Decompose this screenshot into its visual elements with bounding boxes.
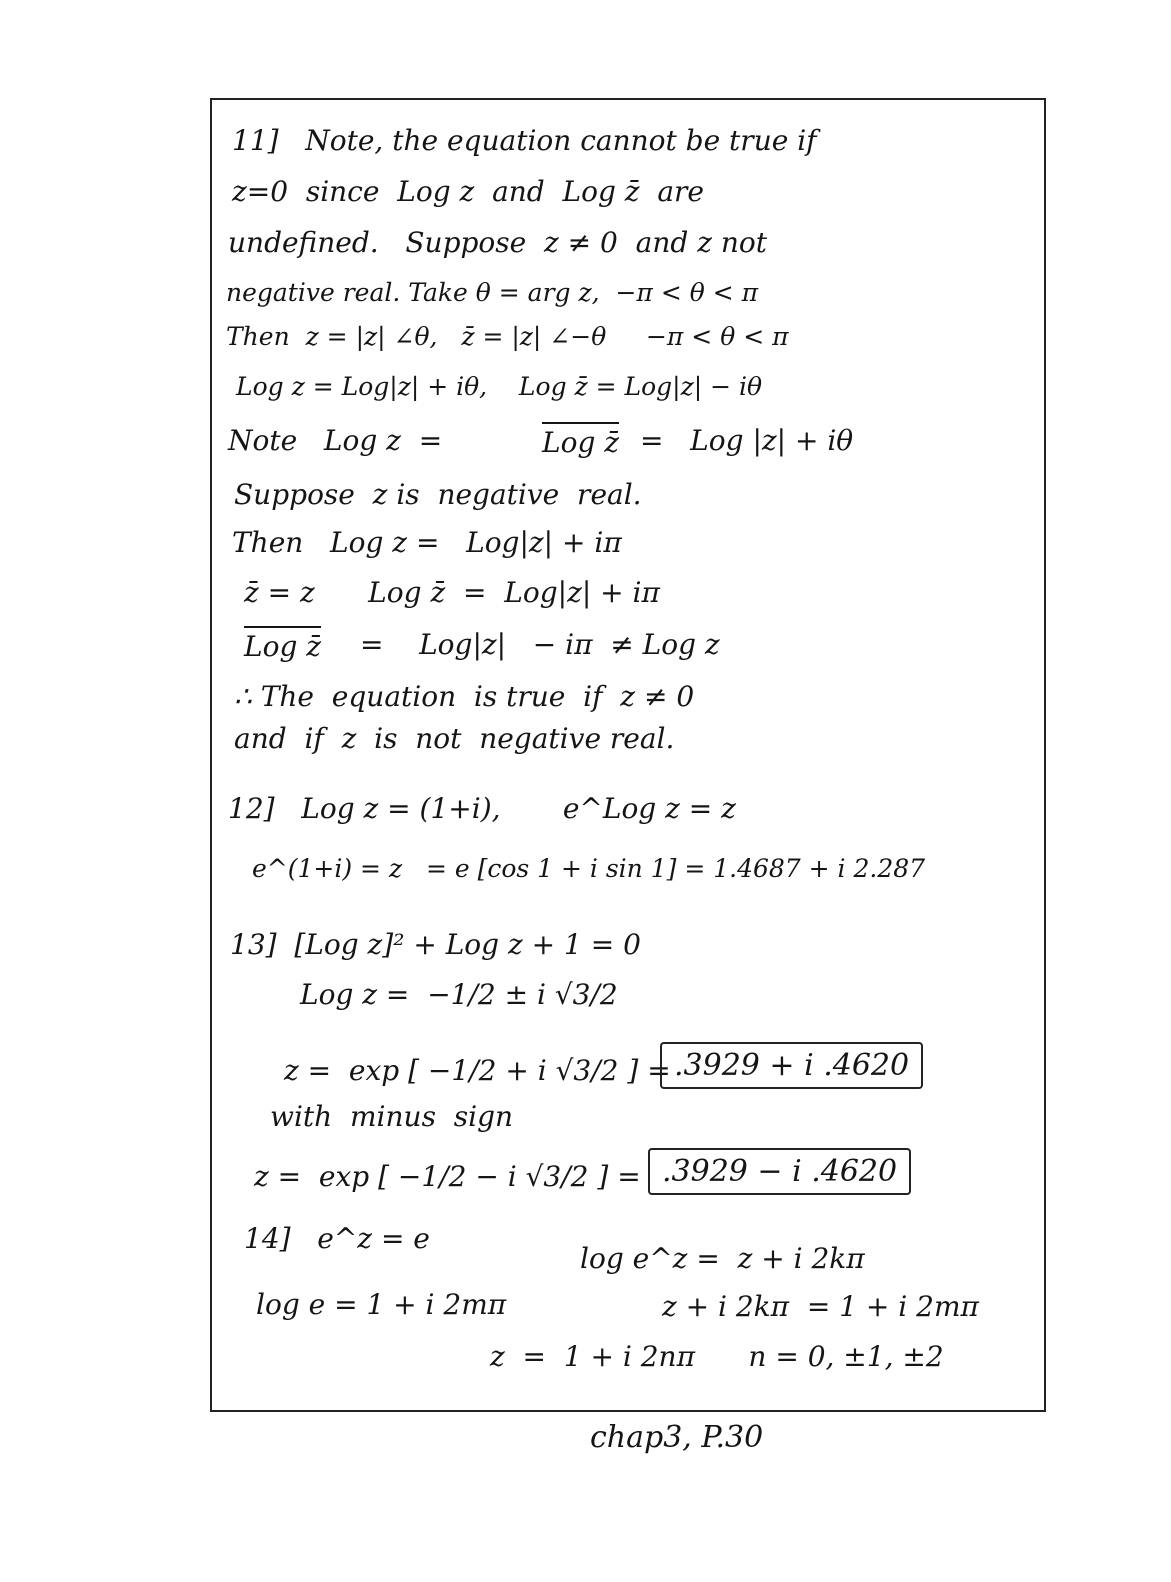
line-z-exp-minus: z = exp [ −1/2 − i √3/2 ] =: [254, 1160, 641, 1193]
line-z-exp-plus: z = exp [ −1/2 + i √3/2 ] =: [284, 1054, 671, 1087]
page-footer: chap3, P.30: [590, 1420, 764, 1455]
line-negative-real: negative real. Take θ = arg z, −π < θ < π: [226, 278, 759, 307]
answer-box-minus: .3929 − i .4620: [648, 1148, 911, 1195]
line-log-e-z: log e^z = z + i 2kπ: [580, 1242, 865, 1275]
line-problem-13: 13] [Log z]² + Log z + 1 = 0: [230, 928, 641, 961]
line-final-solution: z = 1 + i 2nπ n = 0, ±1, ±2: [490, 1340, 944, 1373]
line-conclusion-1: ∴ The equation is true if z ≠ 0: [234, 680, 695, 713]
line-conclusion-2: and if z is not negative real.: [234, 722, 675, 755]
line-problem-14: 14] e^z = e: [244, 1222, 430, 1255]
line-log-z-roots: Log z = −1/2 ± i √3/2: [300, 978, 618, 1011]
line-problem-11-note: 11] Note, the equation cannot be true if: [232, 124, 817, 157]
line-problem-12-result: e^(1+i) = z = e [cos 1 + i sin 1] = 1.4687 + i 2.287: [252, 854, 926, 883]
line-z-zero: z=0 since Log z and Log z̄ are: [232, 175, 704, 208]
line-log-e: log e = 1 + i 2mπ: [256, 1288, 507, 1321]
conjugate-log-z-2: Log z̄: [244, 626, 321, 664]
line-problem-12: 12] Log z = (1+i), e^Log z = z: [228, 792, 736, 825]
line-undefined: undefined. Suppose z ≠ 0 and z not: [228, 226, 767, 259]
line-log-forms: Log z = Log|z| + iθ, Log z̄ = Log|z| − iθ: [236, 372, 763, 401]
answer-box-plus: .3929 + i .4620: [660, 1042, 923, 1089]
line-with-minus-sign: with minus sign: [270, 1100, 514, 1133]
line-note-log-result: = Log |z| + iθ: [640, 424, 854, 457]
line-note-log: Note Log z =: [228, 424, 443, 457]
line-equate: z + i 2kπ = 1 + i 2mπ: [662, 1290, 979, 1323]
line-z-conj-equals-z: z̄ = z Log z̄ = Log|z| + iπ: [244, 576, 660, 609]
conjugate-log-z: Log z̄: [542, 422, 619, 460]
line-then-log-pi: Then Log z = Log|z| + iπ: [232, 526, 622, 559]
line-then-polar: Then z = |z| ∠θ, z̄ = |z| ∠−θ −π < θ < π: [226, 322, 789, 351]
line-suppose-negative: Suppose z is negative real.: [234, 478, 642, 511]
line-not-equal-log: = Log|z| − iπ ≠ Log z: [360, 628, 720, 661]
